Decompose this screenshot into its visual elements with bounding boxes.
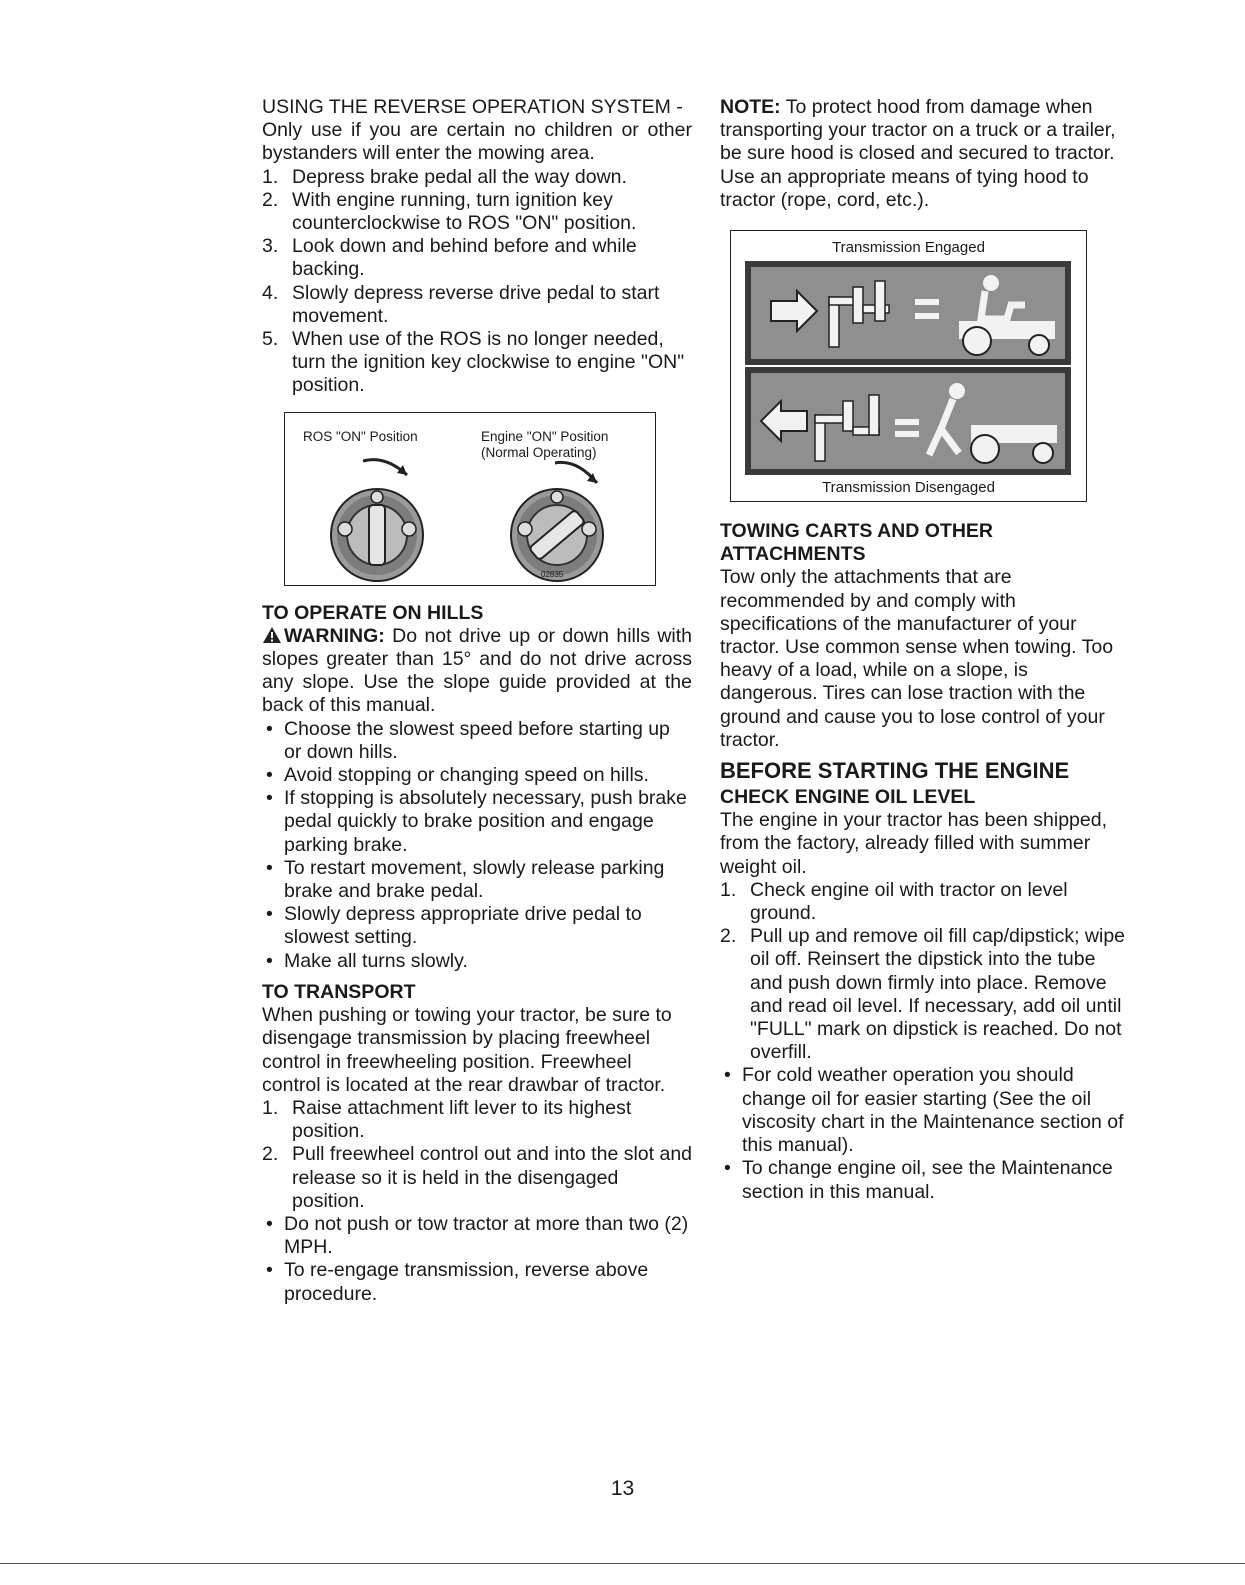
- bottom-rule: [0, 1563, 1245, 1564]
- list-item: 2. Pull up and remove oil fill cap/dipstick; wipe oil off. Reinsert the dipstick into the tube and push down firmly into place. Remove and read oil level. If necessary, add oil until "FULL" mark on dipstick is reached. Do not overfill.: [720, 925, 1126, 1064]
- list-item: • To restart movement, slowly release parking brake and brake pedal.: [266, 856, 665, 903]
- figure-part-number: 02835: [541, 569, 564, 579]
- warning-label: WARNING:: [284, 624, 385, 647]
- oil-bullets: [720, 1064, 1130, 1203]
- hills-warning: [262, 625, 692, 718]
- right-column: [720, 96, 1130, 1204]
- list-item: • Make all turns slowly.: [266, 949, 468, 972]
- warning-triangle-icon: [262, 626, 282, 644]
- list-item: 3. Look down and behind before and while backing.: [262, 235, 637, 281]
- ros-key-dial-icon: [323, 453, 433, 583]
- towing-heading: TOWING CARTS AND OTHER ATTACHMENTS: [720, 520, 993, 566]
- transmission-engaged-caption: Transmission Engaged: [832, 239, 985, 257]
- hills-bullets: [262, 718, 692, 973]
- transmission-disengaged-caption: Transmission Disengaged: [822, 479, 995, 497]
- engine-position-caption: Engine "ON" Position: [481, 428, 609, 444]
- list-item: 5. When use of the ROS is no longer needed, turn the ignition key clockwise to engine "ON" position.: [262, 328, 685, 397]
- hills-heading: TO OPERATE ON HILLS: [262, 601, 484, 624]
- left-column: [262, 96, 692, 1306]
- transmission-engaged-illustration: [745, 261, 1071, 365]
- list-item: 1. Check engine oil with tractor on level ground.: [720, 878, 1068, 925]
- oil-intro: The engine in your tractor has been shipped, from the factory, already filled with summer weight oil.: [720, 809, 1108, 878]
- transport-steps: [262, 1097, 692, 1213]
- transmission-figure: [730, 230, 1087, 502]
- list-item: • For cold weather operation you should change oil for easier starting (See the oil viscosity chart in the Maintenance section of this manual).: [724, 1064, 1124, 1157]
- transmission-disengaged-illustration: [745, 367, 1071, 475]
- list-item: 1. Depress brake pedal all the way down.: [262, 165, 627, 188]
- list-item: 4. Slowly depress reverse drive pedal to start movement.: [262, 281, 660, 327]
- list-item: • Do not push or tow tractor at more than two (2) MPH.: [266, 1212, 689, 1259]
- oil-steps: [720, 879, 1130, 1065]
- list-item: 2. Pull freewheel control out and into the slot and release so it is held in the disengaged position.: [262, 1143, 693, 1212]
- check-oil-subheading: CHECK ENGINE OIL LEVEL: [720, 786, 976, 809]
- note-label: NOTE:: [720, 96, 781, 118]
- ros-position-caption: ROS "ON" Position: [303, 428, 418, 444]
- list-item: • To re-engage transmission, reverse above procedure.: [266, 1259, 649, 1305]
- list-item: • Avoid stopping or changing speed on hills.: [266, 764, 649, 787]
- ros-steps: [262, 166, 692, 398]
- ros-heading: USING THE REVERSE OPERATION SYSTEM -: [262, 96, 683, 118]
- transport-intro: When pushing or towing your tractor, be sure to disengage transmission by placing freewheel control in freewheeling position. Freewheel control is located at the rear drawbar of tractor.: [262, 1004, 672, 1096]
- towing-text: Tow only the attachments that are recommended by and comply with specifications of the manufacturer of your tractor. Use common sense when towing. Too heavy of a load, while on a slope, is dangerous. Tires can lose traction with the ground and cause you to lose control of your tractor.: [720, 566, 1114, 751]
- warning-text: Do not drive up or down hills with slopes greater than 15° and do not drive across any slope. Use the slope guide provided at the back of this manual.: [262, 624, 693, 717]
- page-number: 13: [610, 1477, 635, 1500]
- transport-bullets: [262, 1213, 692, 1306]
- list-item: • Choose the slowest speed before starting up or down hills.: [266, 717, 670, 763]
- list-item: • Slowly depress appropriate drive pedal to slowest setting.: [266, 903, 642, 949]
- engine-key-dial-icon: [501, 453, 621, 583]
- list-item: 1. Raise attachment lift lever to its highest position.: [262, 1096, 632, 1143]
- engine-position-subcaption: (Normal Operating): [481, 444, 597, 460]
- before-starting-heading: BEFORE STARTING THE ENGINE: [720, 758, 1070, 784]
- hood-note: [720, 96, 1130, 212]
- list-item: • To change engine oil, see the Maintenance section in this manual.: [724, 1157, 1113, 1203]
- list-item: 2. With engine running, turn ignition key counterclockwise to ROS "ON" position.: [262, 188, 637, 235]
- ros-intro: Only use if you are certain no children or other bystanders will enter the mowing area.: [262, 119, 692, 165]
- ignition-key-figure: [284, 412, 656, 586]
- transport-heading: TO TRANSPORT: [262, 980, 416, 1003]
- list-item: • If stopping is absolutely necessary, push brake pedal quickly to brake position and engage parking brake.: [266, 787, 687, 856]
- note-text: To protect hood from damage when transporting your tractor on a truck or a trailer, be sure hood is closed and secured to tractor. Use an appropriate means of tying hood to tractor (rope, cord, etc.).: [720, 96, 1116, 211]
